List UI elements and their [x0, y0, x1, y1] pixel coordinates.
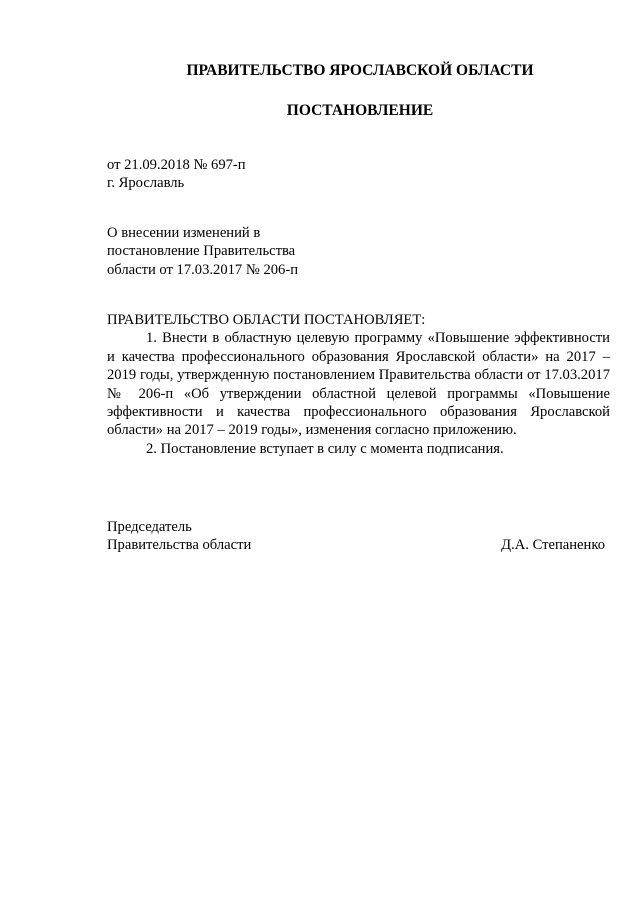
signer-name: Д.А. Степаненко: [501, 537, 605, 554]
signer-position: Председатель: [107, 519, 192, 535]
city-line: г. Ярославль: [107, 175, 185, 192]
resolution-body: [107, 311, 610, 458]
resolution-intro: ПРАВИТЕЛЬСТВО ОБЛАСТИ ПОСТАНОВЛЯЕТ:: [107, 312, 426, 328]
document-subject: [107, 224, 298, 279]
date-number-line: от 21.09.2018 № 697-п: [107, 157, 246, 173]
resolution-clause-1: 1. Внести в областную целевую программу «Повышение эффективности и качества профессионального образования Ярославской области» на 2017 – 2019 годы, утвержденную постановлением Правительства области от 17.03.2017 № 206-п «Об утверждении областной целевой программы «Повышение эффективности и качества профессионального образования Ярославской области» на 2017 – 2019 годы», изменения согласно приложению.: [107, 330, 610, 439]
subject-line: области от 17.03.2017 № 206-п: [107, 261, 299, 278]
subject-line: О внесении изменений в: [107, 225, 261, 241]
government-title: ПРАВИТЕЛЬСТВО ЯРОСЛАВСКОЙ ОБЛАСТИ: [186, 62, 534, 79]
document-type-title: ПОСТАНОВЛЕНИЕ: [286, 102, 434, 119]
subject-line: постановление Правительства: [107, 243, 296, 260]
resolution-clause-2: 2. Постановление вступает в силу с момента подписания.: [146, 440, 504, 457]
signer-position: Правительства области: [107, 537, 252, 554]
document-meta: [107, 156, 246, 193]
signature-block: [107, 518, 605, 555]
